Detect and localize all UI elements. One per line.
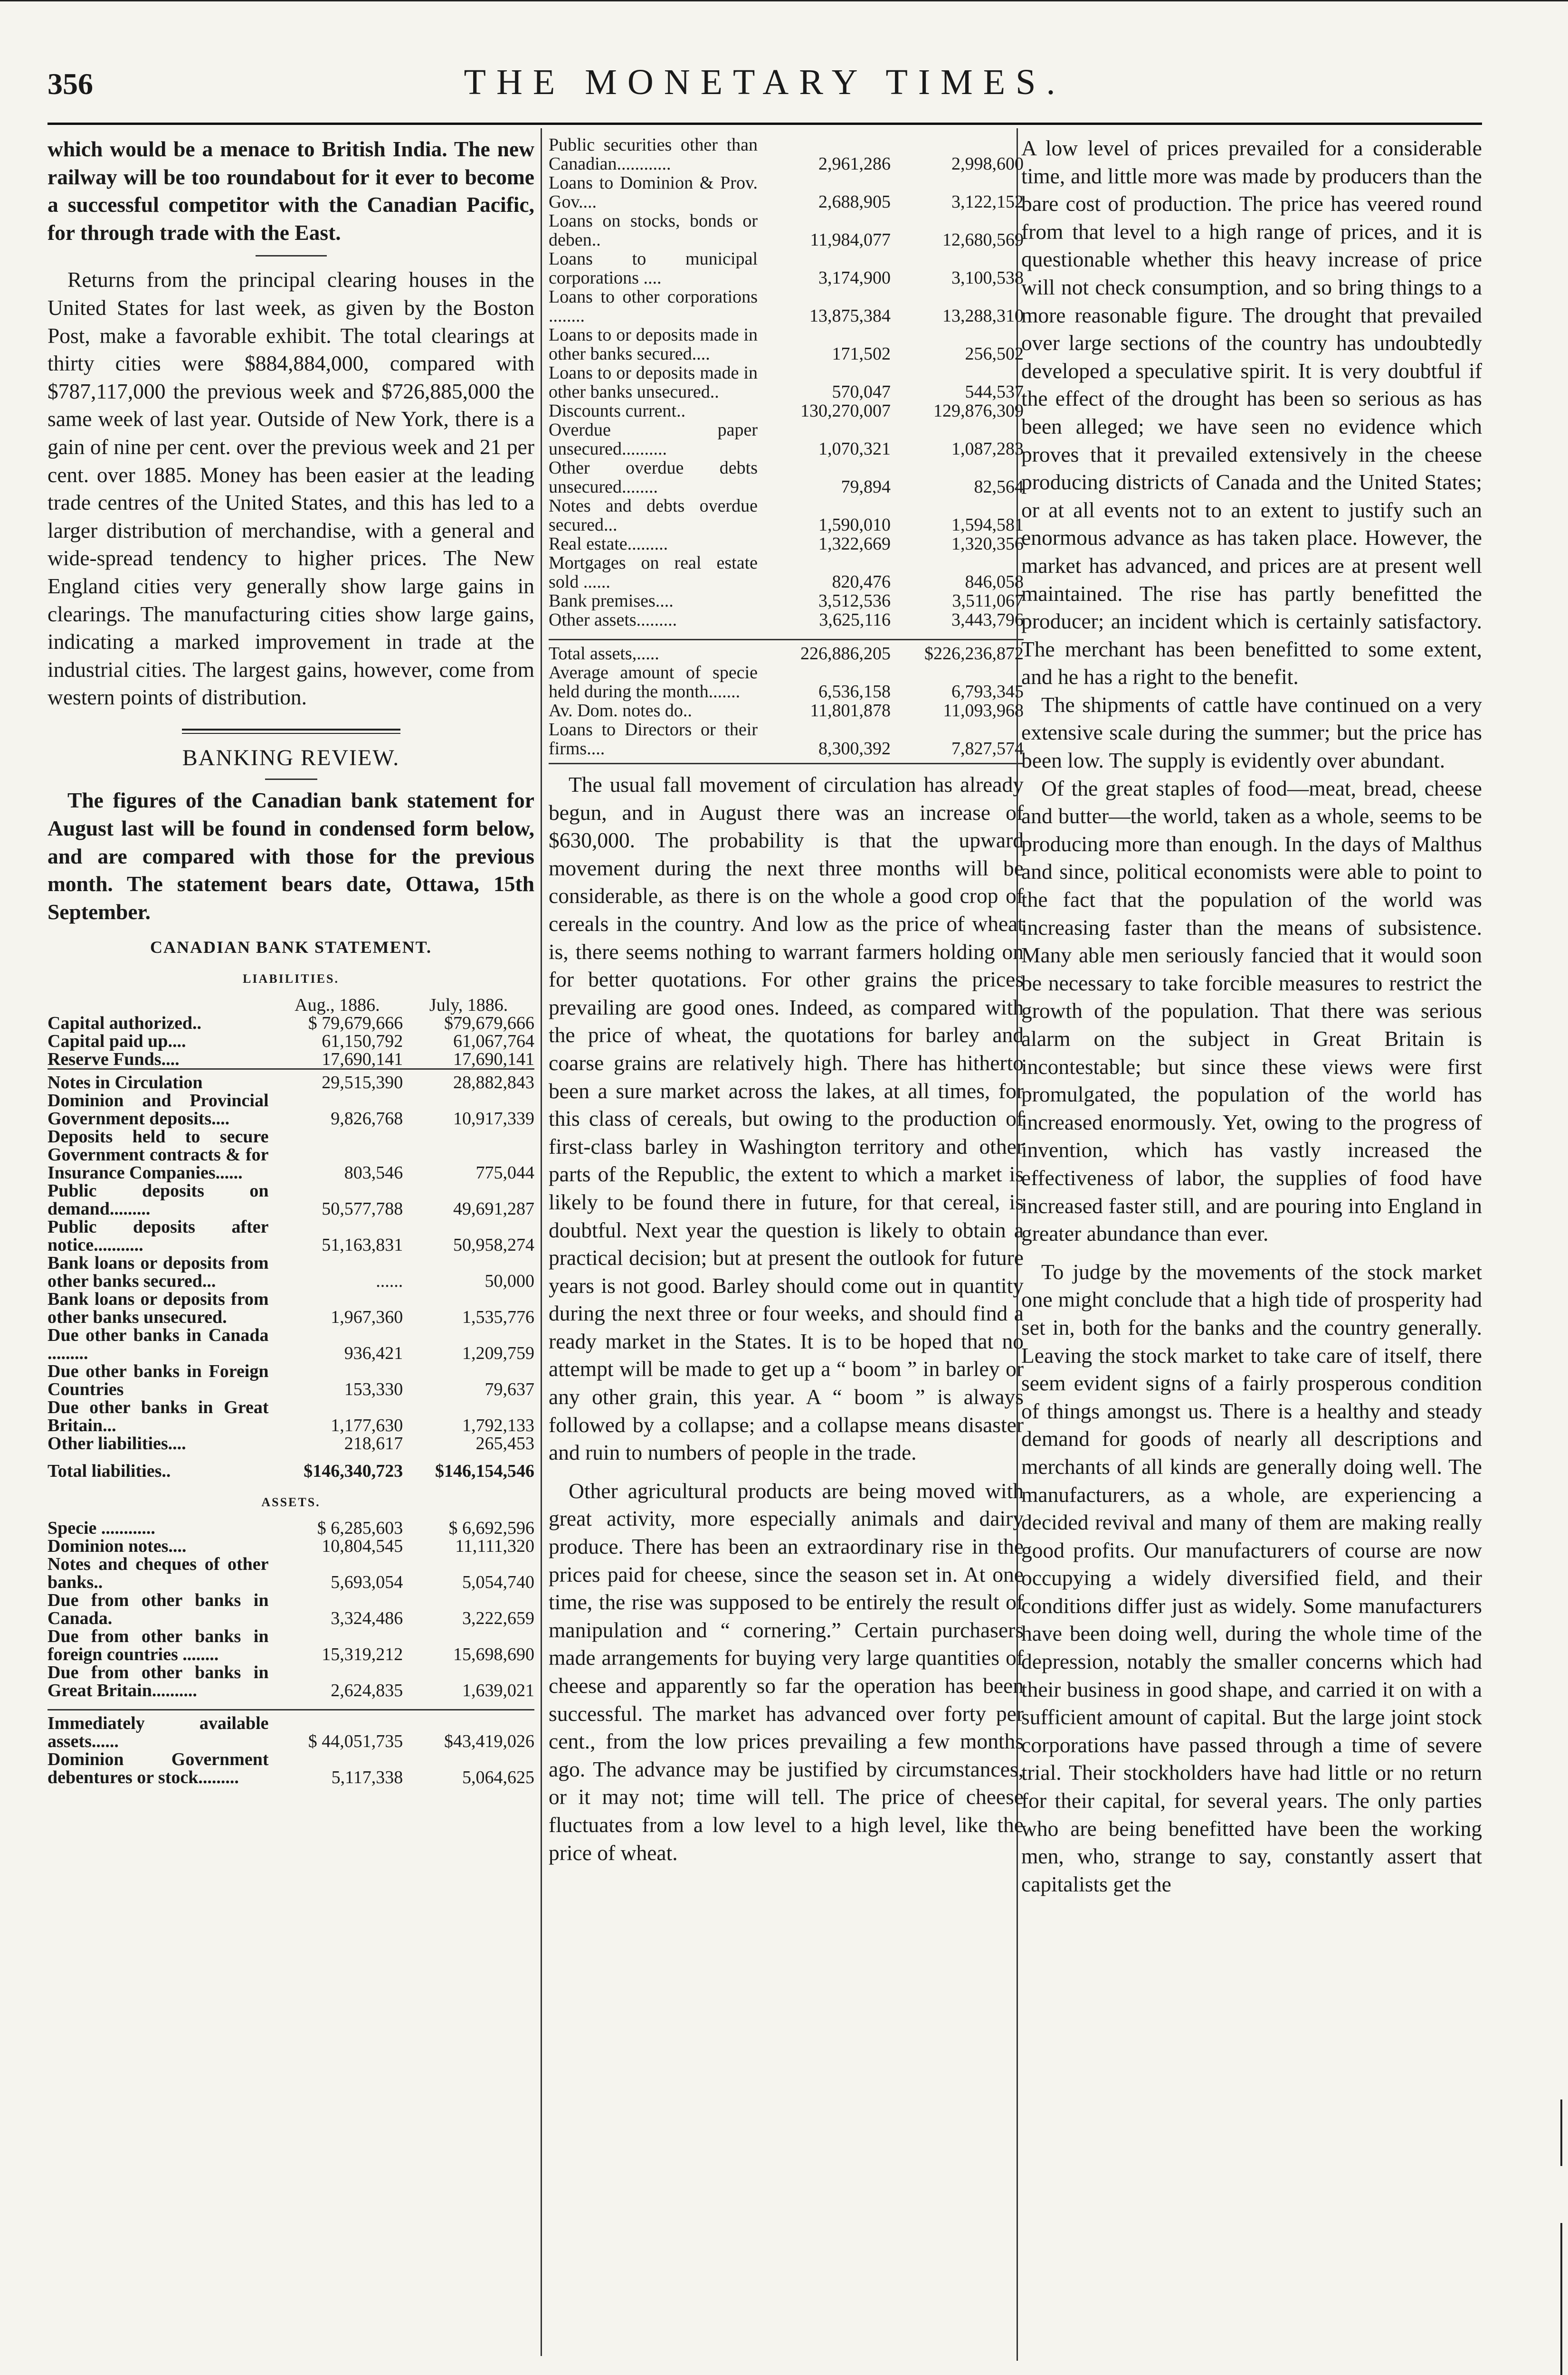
table-cell-jul: 1,639,021 (462, 1681, 534, 1701)
column-1 (48, 135, 534, 1786)
table-row-label: Av. Dom. notes do.. (549, 701, 692, 721)
table-row (549, 458, 1024, 496)
table-cell-jul: 79,637 (485, 1379, 534, 1399)
paragraph-cattle: The shipments of cattle have continued on a very extensive scale during the summer; but the price has been low. The supply is evidently over abundant. (1021, 692, 1482, 773)
table-row (549, 534, 1024, 553)
table-cell-aug: 50,577,788 (322, 1198, 403, 1219)
paragraph-staples: Of the great staples of food—meat, bread, cheese and butter—the world, taken as a whole, seems to be producing more than enough. In the days of Malthus and since, political economists were able to point to the fact that the population of the world was increasing faster than the means of subsistence. Many able men seriously fancied that it would soon be necessary to take forcible measures to restrict the growth of the population. That there was serious alarm on the subject in Great Britain is incontestable; but since these views were first promulgated, the population of the world has increased enormously. Yet, owing to the progress of invention, which has vastly increased the effectiveness of labor, the supplies of food have increased faster still, and are pouring into England in greater abundance than ever. (1021, 776, 1482, 1246)
table-cell-jul: $79,679,666 (444, 1013, 534, 1033)
table-row (48, 1014, 534, 1032)
table-cell-aug: 2,688,905 (818, 192, 891, 212)
table-cell-aug: 1,177,630 (331, 1415, 403, 1435)
table-row (549, 591, 1024, 610)
assets-table (48, 1519, 534, 1786)
table-row-label: Loans to other corporations ........ (549, 287, 758, 326)
table-cell-jul: $43,419,026 (403, 1710, 534, 1751)
table-row-label: Loans to Dominion & Prov. Gov.... (549, 173, 758, 212)
table-row-label: Average amount of specie held during the month....... (549, 663, 758, 702)
table-cell-jul: 544,537 (965, 382, 1024, 402)
table-cell-aug: 570,047 (832, 382, 891, 402)
table-row (48, 1290, 534, 1326)
table-row-label: Deposits held to secure Government contracts & for Insurance Companies...... (48, 1126, 269, 1183)
table-row (549, 553, 1024, 591)
table-cell-aug: $ 6,285,603 (317, 1518, 403, 1539)
table-cell-jul: 15,698,690 (453, 1644, 534, 1665)
table-cell-jul: 10,917,339 (453, 1108, 534, 1129)
table-cell-jul: 129,876,309 (933, 401, 1024, 421)
table-cell-jul: 17,690,141 (453, 1049, 534, 1069)
table-cell-jul: 265,453 (475, 1433, 534, 1454)
table-row-label: Capital paid up.... (48, 1031, 186, 1051)
table-row-label: Loans to municipal corporations .... (549, 249, 758, 288)
table-row-label: Total assets,..... (549, 640, 758, 664)
table-row (48, 1069, 534, 1092)
table-row-label: Dominion notes.... (48, 1536, 187, 1557)
table-cell-aug: 5,117,338 (331, 1767, 403, 1788)
table-cell-jul: 5,064,625 (462, 1767, 534, 1788)
table-cell-jul: 49,691,287 (453, 1198, 534, 1219)
liabilities-heading: LIABILITIES. (243, 972, 339, 986)
table-cell-jul: $146,154,546 (435, 1461, 534, 1481)
table-cell-jul: 12,680,569 (942, 230, 1024, 250)
table-row-label: Other assets......... (549, 610, 677, 630)
section-title-banking-review: BANKING REVIEW. (182, 745, 400, 770)
table-row-label: Loans to or deposits made in other banks secured.... (549, 325, 758, 364)
table-cell-jul: 6,793,345 (951, 682, 1024, 702)
table-cell-aug: 3,512,536 (818, 591, 891, 611)
table-row (48, 1398, 534, 1434)
table-row (549, 420, 1024, 458)
table-cell-aug: 11,984,077 (810, 230, 891, 250)
column-2 (549, 135, 1024, 1867)
table-row (48, 1032, 534, 1050)
table-row (549, 211, 1024, 249)
table-row (48, 1519, 534, 1537)
table-row-label: Due other banks in Canada ......... (48, 1325, 269, 1363)
table-row (549, 720, 1024, 758)
table-row-label: Loans to Directors or their firms.... (549, 720, 758, 759)
table-cell-aug: 5,693,054 (331, 1572, 403, 1593)
table-cell-aug: 171,502 (832, 344, 891, 364)
table-cell-aug: 61,150,792 (322, 1031, 403, 1051)
page-header (48, 62, 1482, 114)
table-cell-aug: $ 44,051,735 (272, 1710, 403, 1751)
table-cell-aug: 79,894 (841, 477, 891, 497)
table-row-label: Due from other banks in Great Britain.......... (48, 1662, 269, 1701)
table-row (48, 1254, 534, 1290)
paragraph-banking: The figures of the Canadian bank statement for August last will be found in condensed form below, and are compared with those for the previous month. The statement bears date, Ottawa, 15th September. (48, 788, 534, 924)
table-cell-jul: 3,511,067 (952, 591, 1024, 611)
table-cell-aug: 3,625,116 (819, 610, 891, 630)
column-header-jul: July, 1886. (429, 995, 508, 1015)
table-cell-jul: 50,958,274 (453, 1235, 534, 1255)
table-row-label: Loans on stocks, bonds or deben.. (549, 211, 758, 250)
table-row (549, 287, 1024, 325)
table-row-label: Loans to or deposits made in other banks unsecured.. (549, 363, 758, 402)
liabilities-table (48, 996, 534, 1480)
header-rule (48, 123, 1482, 125)
paragraph-clearings: Returns from the principal clearing houses in the United States for last week, as given by the Boston Post, make a favorable exhibit. The total clearings at thirty cities were $884,884,000, compared with $787,117,000 the previous week and $726,885,000 the same week of last year. Outside of New York, there is a gain of nine per cent. over the previous week and 21 per cent. over 1885. Money has been easier at the leading trade centres of the United States, and this has led to a larger distribution of merchandise, with a general and wide-spread tendency to higher prices. The New England cities very generally show large gains in clearings. The manufacturing cities show large gains, indicating a marked improvement in trade at the industrial cities. The largest gains, however, come from western points of distribution. (48, 267, 534, 710)
table-row (48, 1128, 534, 1182)
table-cell-aug: 8,300,392 (818, 739, 891, 759)
table-row (549, 325, 1024, 363)
table-row-label: Dominion and Provincial Government deposits.... (48, 1090, 269, 1129)
table-row-label: Dominion Government debentures or stock......... (48, 1749, 269, 1788)
assets-continued-table (549, 135, 1024, 758)
table-row-label: Notes and cheques of other banks.. (48, 1554, 269, 1593)
table-row (549, 173, 1024, 211)
table-row (48, 1182, 534, 1218)
table-cell-aug: 2,624,835 (331, 1681, 403, 1701)
table-row (48, 1663, 534, 1700)
paragraph-opening: which would be a menace to British India. The new railway will be too roundabout for it ever to become a successful competitor with the Canadian Pacific, for through trade with the East. (48, 137, 534, 245)
table-cell-jul: $ 6,692,596 (448, 1518, 534, 1539)
table-cell-aug: 17,690,141 (322, 1049, 403, 1069)
table-row (549, 496, 1024, 534)
bank-statement-title: CANADIAN BANK STATEMENT. (150, 938, 432, 957)
table-row (48, 1434, 534, 1453)
table-cell-jul: 50,000 (485, 1271, 534, 1291)
table-row (549, 701, 1024, 720)
table-cell-jul: $226,236,872 (891, 640, 1024, 664)
table-row-label: Public deposits on demand......... (48, 1180, 269, 1219)
table-cell-jul: 1,209,759 (462, 1343, 534, 1363)
table-cell-aug: 3,174,900 (818, 268, 891, 288)
table-row-label: Mortgages on real estate sold ...... (549, 553, 758, 592)
table-row (48, 1537, 534, 1555)
table-cell-aug: 130,270,007 (800, 401, 891, 421)
table-row-label: Bank loans or deposits from other banks unsecured. (48, 1289, 269, 1327)
table-cell-aug: 3,324,486 (331, 1608, 403, 1629)
table-cell-aug: ...... (376, 1271, 403, 1291)
table-cell-jul: 11,093,968 (943, 701, 1024, 721)
table-cell-jul: 61,067,764 (453, 1031, 534, 1051)
table-row-label: Due from other banks in Canada. (48, 1590, 269, 1629)
table-row-label: Bank loans or deposits from other banks secured... (48, 1253, 269, 1291)
double-rule (182, 729, 400, 734)
masthead-title: THE MONETARY TIMES. (464, 62, 1066, 102)
top-border (0, 0, 1568, 8)
total-assets-row (549, 640, 1024, 664)
table-cell-jul: 1,320,356 (951, 534, 1024, 554)
table-end-rule (549, 763, 1024, 764)
table-cell-aug: 1,322,669 (818, 534, 891, 554)
table-cell-aug: 2,961,286 (818, 154, 891, 174)
table-row (549, 663, 1024, 701)
table-cell-jul: 3,443,796 (951, 610, 1024, 630)
table-cell-aug: 218,617 (344, 1433, 403, 1454)
table-cell-aug: 6,536,158 (818, 682, 891, 702)
table-cell-jul: 1,087,283 (951, 439, 1024, 459)
table-row (48, 1555, 534, 1591)
paragraph-low-level: A low level of prices prevailed for a considerable time, and little more was made by producers than the bare cost of production. The price has veered round from that level to a high range of prices, and it is questionable whether this heavy increase of price will not check consumption, and so bring things to a more reasonable figure. The drought that prevailed over large sections of the country has undoubtedly developed a speculative spirit. It is very doubtful if the effect of the drought has been so serious as has been alleged; we have seen no evidence which proves that it prevailed extensively in the cheese producing districts of Canada and the United States; or at all events not to an extent to justify such an enormous advance as has taken place. However, the market has advanced, and prices are at present well maintained. The rise has partly benefitted the producer; an incident which is certainly satisfactory. The merchant has been benefitted to some extent, and he has a right to the benefit. (1021, 136, 1482, 689)
table-cell-jul: 3,122,152 (951, 192, 1024, 212)
table-row (48, 1326, 534, 1362)
table-cell-aug: 1,967,360 (331, 1307, 403, 1327)
table-row-label: Public deposits after notice........... (48, 1216, 269, 1255)
table-row-label: Immediately available assets...... (48, 1710, 272, 1751)
page-number: 356 (48, 67, 93, 101)
table-row-label: Capital authorized.. (48, 1013, 202, 1033)
table-cell-jul: 11,111,320 (455, 1536, 534, 1557)
table-row (48, 1050, 534, 1069)
table-cell-jul: 28,882,843 (403, 1069, 534, 1092)
table-row-label: Other liabilities.... (48, 1433, 186, 1454)
immediately-available-row (48, 1710, 534, 1751)
table-cell-jul: 82,564 (974, 477, 1024, 497)
table-row-label: Total liabilities.. (48, 1461, 171, 1481)
dominion-debentures-row (48, 1750, 534, 1786)
table-cell-aug: 226,886,205 (758, 640, 891, 664)
table-row (48, 1627, 534, 1663)
table-cell-jul: 846,058 (965, 572, 1024, 592)
table-cell-jul: 3,100,538 (951, 268, 1024, 288)
table-row-label: Due other banks in Foreign Countries (48, 1361, 269, 1399)
paragraph-circulation: The usual fall movement of circulation has already begun, and in August there was an increase of $630,000. The probability is that the upward movement during the next three months will be considerable, as there is on the whole a good crop of cereals in the country. And low as the price of wheat is, there seems nothing to warrant farmers holding on for better quotations. For other grains the prices prevailing are good ones. Indeed, as compared with the price of wheat, the quotations for barley and coarse grains are relatively high. There has hitherto been a sure market across the lakes, at all times, for this class of cereals, but owing to the production of first-class barley in Washington territory and other parts of the Republic, the extent to which a market is likely to be found there in future, for that cereal, is doubtful. Next year the question is likely to obtain a practical decision; but at present the outlook for future years is not good. Barley should come out in quantity during the next three or four weeks, and should find a ready market in the States. It is to be hoped that no attempt will be made to get up a “ boom ” in barley or any other grain, this year. A “ boom ” is always followed by a collapse; and a collapse means disaster and ruin to numbers of people in the trade. (549, 772, 1024, 1465)
table-cell-aug: $ 79,679,666 (308, 1013, 403, 1033)
table-row (549, 249, 1024, 287)
table-row-label: Real estate......... (549, 534, 668, 554)
margin-mark (1560, 2100, 1562, 2166)
column-header-aug: Aug., 1886. (295, 995, 380, 1015)
table-cell-aug: 820,476 (832, 572, 891, 592)
table-row-label: Bank premises.... (549, 591, 674, 611)
table-row (48, 1591, 534, 1627)
column-3 (1021, 134, 1482, 1898)
table-cell-aug: 51,163,831 (322, 1235, 403, 1255)
table-cell-jul: 1,594,581 (951, 515, 1024, 535)
table-row-label: Public securities other than Canadian............ (549, 135, 758, 174)
total-liabilities-row (48, 1462, 534, 1480)
table-row (48, 1218, 534, 1254)
table-cell-aug: 15,319,212 (322, 1644, 403, 1665)
table-cell-jul: 2,998,600 (951, 154, 1024, 174)
table-cell-aug: 1,070,321 (818, 439, 891, 459)
table-cell-aug: 29,515,390 (272, 1069, 403, 1092)
table-cell-aug: 1,590,010 (818, 515, 891, 535)
table-row-label: Due other banks in Great Britain... (48, 1397, 269, 1435)
table-row (48, 1092, 534, 1128)
table-cell-jul: 1,792,133 (462, 1415, 534, 1435)
table-cell-jul: 7,827,574 (951, 739, 1024, 759)
paragraph-stock: To judge by the movements of the stock market one might conclude that a high tide of prosperity had set in, both for the banks and the country generally. Leaving the stock market to take care of itself, there seem evident signs of a fairly prosperous condition of things amongst us. There is a healthy and steady demand for goods of nearly all descriptions and merchants of all kinds are generally doing well. The manufacturers, as a whole, are experiencing a decided revival and many of them are making really good profits. Our manufacturers of course are now occupying a widely diversified field, and their conditions differ just as widely. Some manufacturers have been doing well, during the whole time of the depression, notably the smaller concerns which had their business in good shape, and carried it on with a sufficient amount of capital. But the large joint stock corporations have passed through a time of severe trial. Their stockholders have had little or no return for their capital, for several years. The only parties who are being benefitted have been the working men, who, strange to say, constantly assert that capitalists get the (1021, 1259, 1482, 1896)
table-row (549, 135, 1024, 173)
table-row (48, 1362, 534, 1398)
table-row-label: Overdue paper unsecured.......... (549, 420, 758, 459)
table-cell-aug: 803,546 (344, 1162, 403, 1183)
table-cell-jul: 775,044 (475, 1162, 534, 1183)
table-row-label: Discounts current.. (549, 401, 686, 421)
table-row-label: Due from other banks in foreign countries ........ (48, 1626, 269, 1665)
table-cell-aug: 11,801,878 (810, 701, 891, 721)
table-cell-aug: 9,826,768 (331, 1108, 403, 1129)
table-row-label: Specie ............ (48, 1518, 155, 1539)
table-cell-jul: 1,535,776 (462, 1307, 534, 1327)
table-row (549, 363, 1024, 401)
table-row-label: Notes in Circulation (48, 1069, 272, 1092)
title-rule (265, 779, 317, 780)
table-cell-aug: 13,875,384 (809, 306, 891, 326)
table-row (549, 401, 1024, 420)
margin-mark (1560, 2223, 1562, 2375)
table-row-label: Reserve Funds.... (48, 1049, 180, 1069)
table-cell-jul: 256,502 (965, 344, 1024, 364)
table-cell-aug: 10,804,545 (322, 1536, 403, 1557)
section-rule (256, 255, 327, 256)
table-row (549, 610, 1024, 629)
table-cell-jul: 5,054,740 (462, 1572, 534, 1593)
table-cell-aug: 936,421 (344, 1343, 403, 1363)
table-row-label: Notes and debts overdue secured... (549, 496, 758, 535)
table-cell-aug: 153,330 (344, 1379, 403, 1399)
assets-heading: ASSETS. (261, 1495, 321, 1509)
column-divider-1 (541, 128, 542, 2356)
table-row-label: Other overdue debts unsecured........ (549, 458, 758, 497)
table-cell-jul: 13,288,310 (942, 306, 1024, 326)
table-cell-aug: $146,340,723 (304, 1461, 403, 1481)
table-header-row (48, 996, 534, 1014)
paragraph-agricultural: Other agricultural products are being moved with great activity, more especially animals and dairy produce. There has been an extraordinary rise in the prices paid for cheese, since the season set in. At one time, the rise was supposed to be entirely the result of manipulation and “ cornering.” Certain purchasers made arrangements for buying very large quantities of cheese and apparently so far the operation has been successful. The market has advanced over forty per cent., from the low prices prevailing a few months ago. The advance may be justified by circumstances, or it may not; time will tell. The price of cheese fluctuates from a low level to a high level, like the price of wheat. (549, 1478, 1024, 1865)
table-cell-jul: 3,222,659 (462, 1608, 534, 1629)
